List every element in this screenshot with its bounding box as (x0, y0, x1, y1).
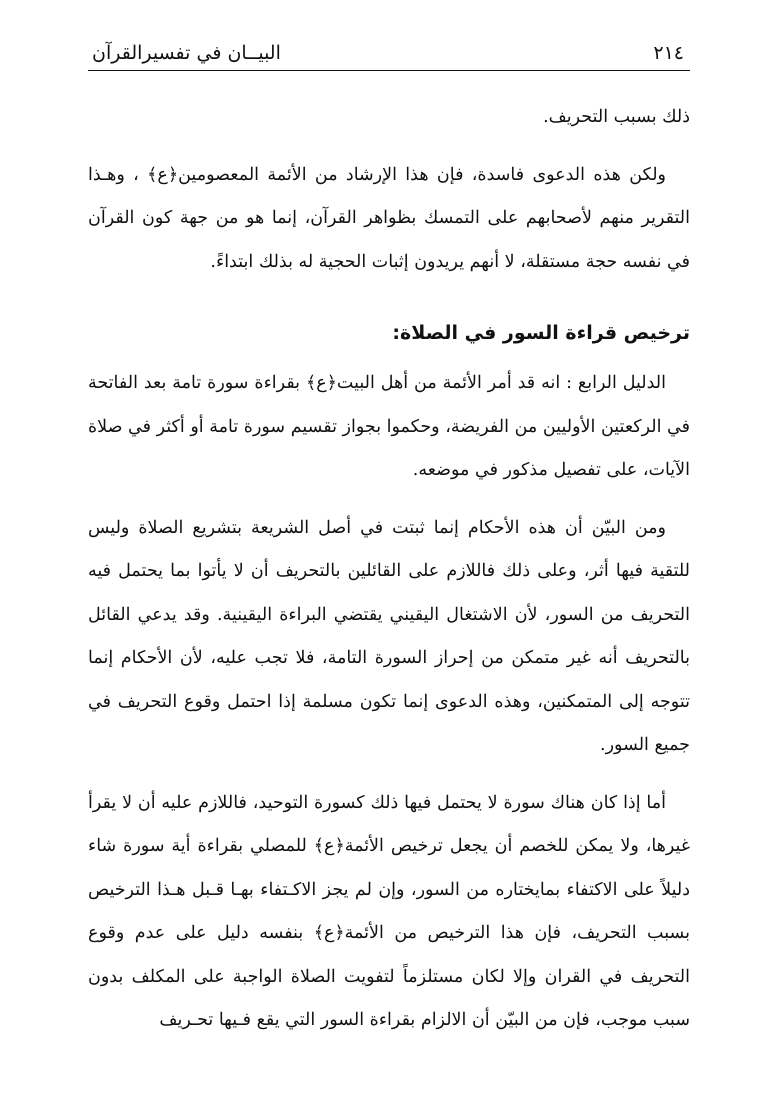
paragraph-continuation: ذلك بسبب التحريف. (543, 107, 690, 127)
book-title: البيــان في تفسيرالقرآن (92, 42, 281, 64)
paragraph-rulings: ومن البيّن أن هذه الأحكام إنما ثبتت في أصل الشريعة بتشريع الصلاة وليس للتقية فيها أثر، وعلى ذلك فاللازم على القائلين بالتحريف أن لا يأتوا بما يحتمل فيه التحريف من السور، لأن الاشتغال اليقيني يقتضي البراءة اليقينية. وقد يدعي القائل بالتحريف أنه غير متمكن من إحراز السورة التامة، فلا تجب عليه، لأن الأحكام إنما تتوجه إلى المتمكنين، وهذه الدعوى إنما تكون مسلمة إذا احتمل وقوع التحريف في جميع السور. (88, 517, 690, 755)
page-number: ٢١٤ (653, 42, 684, 64)
paragraph-fourth-proof: الدليل الرابع : انه قد أمر الأئمة من أهل البيت﴿ع﴾ بقراءة سورة تامة بعد الفاتحة في الركعتين الأوليين من الفريضة، وحكموا بجواز تقسيم سورة تامة أو أكثر في صلاة الآيات، على تفصيل مذكور في موضعه. (88, 373, 690, 480)
book-page (88, 36, 690, 1076)
paragraph-tawhid-argument: أما إذا كان هناك سورة لا يحتمل فيها ذلك كسورة التوحيد، فاللازم عليه أن لا يقرأ غيرها، ولا يمكن للخصم أن يجعل ترخيص الأئمة﴿ع﴾ للمصلي بقراءة أية سورة شاء دليلاً على الاكتفاء بمايختاره من السور، وإن لم يجز الاكـتفاء بهـا قـبل هـذا الترخيص بسبب التحريف، فإن هذا الترخيص من الأئمة﴿ع﴾ بنفسه دليل على عدم وقوع التحريف في القران وإلا لكان مستلزماً لتفويت الصلاة الواجبة على المكلف بدون سبب موجب، فإن من البيّن أن الالزام بقراءة السور التي يقع فـيها تحـريف (88, 792, 690, 1030)
running-header (88, 36, 690, 71)
paragraph-objection-reply: ولكن هذه الدعوى فاسدة، فإن هذا الإرشاد من الأئمة المعصومين﴿ع﴾ ، وهـذا التقرير منهم لأصحابهم على التمسك بظواهر القرآن، إنما هو من جهة كون القرآن في نفسه حجة مستقلة، لا أنهم يريدون إثبات الحجية له بذلك ابتداءً. (88, 164, 690, 272)
page-body (88, 96, 690, 1057)
section-heading: ترخيص قراءة السور في الصلاة: (392, 322, 690, 344)
